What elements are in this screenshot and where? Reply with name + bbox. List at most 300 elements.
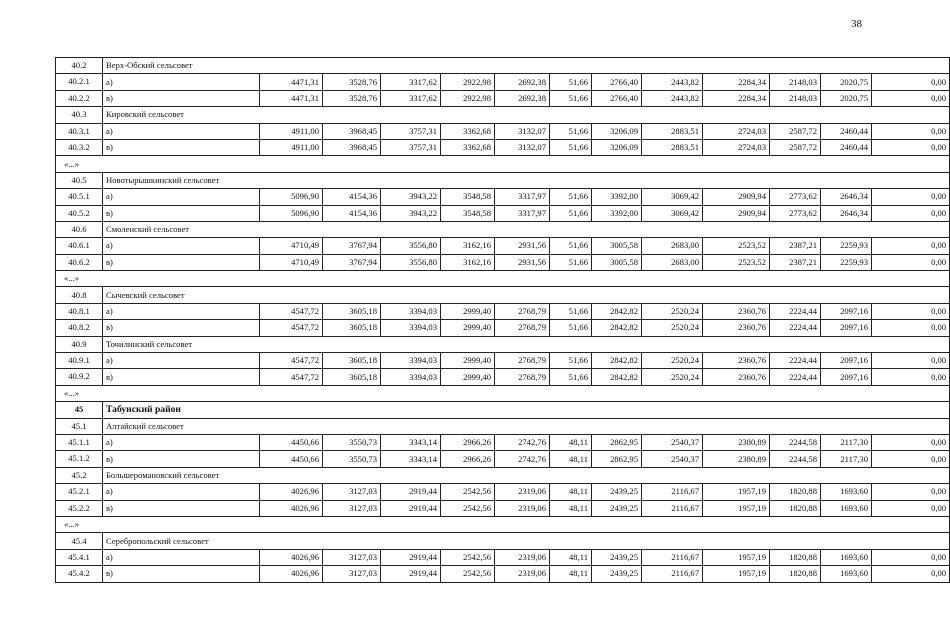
value-cell: 3767,94 bbox=[323, 238, 381, 254]
value-cell: 2931,56 bbox=[495, 238, 550, 254]
value-cell: 2773,62 bbox=[770, 205, 821, 221]
value-cell: 2380,89 bbox=[703, 434, 770, 450]
value-cell: 2542,56 bbox=[441, 500, 495, 516]
table-row bbox=[56, 549, 950, 565]
value-cell: 4547,72 bbox=[260, 369, 323, 385]
value-cell: 4911,00 bbox=[260, 139, 323, 155]
value-cell: 2919,44 bbox=[381, 500, 441, 516]
value-cell: 51,66 bbox=[550, 123, 592, 139]
value-cell: 3943,22 bbox=[381, 189, 441, 205]
value-cell: 0,00 bbox=[872, 451, 950, 467]
value-cell: 2587,72 bbox=[770, 139, 821, 155]
value-cell: 0,00 bbox=[872, 434, 950, 450]
value-cell: 2387,21 bbox=[770, 238, 821, 254]
value-cell: 2224,44 bbox=[770, 369, 821, 385]
value-cell: 3528,76 bbox=[323, 74, 381, 90]
value-cell: 2919,44 bbox=[381, 566, 441, 582]
value-cell: 0,00 bbox=[872, 484, 950, 500]
value-cell: 2919,44 bbox=[381, 484, 441, 500]
row-code: 45.2 bbox=[56, 467, 103, 483]
value-cell: 0,00 bbox=[872, 205, 950, 221]
value-cell: 3394,03 bbox=[381, 369, 441, 385]
row-code: 40.6 bbox=[56, 221, 103, 237]
row-code: 45.1.1 bbox=[56, 434, 103, 450]
value-cell: 3394,03 bbox=[381, 303, 441, 319]
table-row bbox=[56, 566, 950, 582]
value-cell: 3605,18 bbox=[323, 353, 381, 369]
value-cell: 2439,25 bbox=[592, 500, 642, 516]
value-cell: 3127,03 bbox=[323, 500, 381, 516]
value-cell: 0,00 bbox=[872, 238, 950, 254]
value-cell: 4026,96 bbox=[260, 549, 323, 565]
row-code: 40.2.1 bbox=[56, 74, 103, 90]
value-cell: 3127,03 bbox=[323, 484, 381, 500]
value-cell: 51,66 bbox=[550, 238, 592, 254]
value-cell: 4471,31 bbox=[260, 90, 323, 106]
row-code: 40.2 bbox=[56, 58, 103, 74]
table-row bbox=[56, 139, 950, 155]
value-cell: 2766,40 bbox=[592, 90, 642, 106]
value-cell: 1820,88 bbox=[770, 484, 821, 500]
table-row bbox=[56, 320, 950, 336]
value-cell: 3528,76 bbox=[323, 90, 381, 106]
section-row bbox=[56, 172, 950, 188]
value-cell: 2523,52 bbox=[703, 238, 770, 254]
row-subitem: в) bbox=[103, 451, 260, 467]
value-cell: 3392,00 bbox=[592, 205, 642, 221]
value-cell: 0,00 bbox=[872, 123, 950, 139]
value-cell: 51,66 bbox=[550, 353, 592, 369]
value-cell: 51,66 bbox=[550, 74, 592, 90]
value-cell: 0,00 bbox=[872, 303, 950, 319]
section-row bbox=[56, 287, 950, 303]
value-cell: 1820,88 bbox=[770, 549, 821, 565]
value-cell: 1820,88 bbox=[770, 566, 821, 582]
value-cell: 2259,93 bbox=[821, 238, 872, 254]
value-cell: 4710,49 bbox=[260, 254, 323, 270]
value-cell: 1693,60 bbox=[821, 549, 872, 565]
value-cell: 3548,58 bbox=[441, 189, 495, 205]
value-cell: 2540,37 bbox=[642, 434, 703, 450]
value-cell: 3605,18 bbox=[323, 369, 381, 385]
value-cell: 3206,09 bbox=[592, 139, 642, 155]
row-code: 45.1 bbox=[56, 418, 103, 434]
value-cell: 3394,03 bbox=[381, 353, 441, 369]
table-row bbox=[56, 353, 950, 369]
value-cell: 2116,67 bbox=[642, 484, 703, 500]
value-cell: 2883,51 bbox=[642, 139, 703, 155]
value-cell: 2646,34 bbox=[821, 205, 872, 221]
value-cell: 4547,72 bbox=[260, 353, 323, 369]
row-code: 45.4.2 bbox=[56, 566, 103, 582]
row-label: Серебропольский сельсовет bbox=[103, 533, 950, 549]
value-cell: 2117,30 bbox=[821, 434, 872, 450]
omission-mark: «...» bbox=[56, 385, 950, 401]
row-subitem: а) bbox=[103, 353, 260, 369]
value-cell: 2692,38 bbox=[495, 74, 550, 90]
value-cell: 2922,98 bbox=[441, 90, 495, 106]
row-label: Табунский район bbox=[103, 402, 950, 418]
value-cell: 2097,16 bbox=[821, 320, 872, 336]
row-subitem: в) bbox=[103, 566, 260, 582]
value-cell: 48,11 bbox=[550, 484, 592, 500]
section-row bbox=[56, 467, 950, 483]
value-cell: 3317,97 bbox=[495, 205, 550, 221]
row-subitem: а) bbox=[103, 238, 260, 254]
value-cell: 4547,72 bbox=[260, 303, 323, 319]
value-cell: 2520,24 bbox=[642, 369, 703, 385]
row-code: 40.9.2 bbox=[56, 369, 103, 385]
row-label: Большеромановский сельсовет bbox=[103, 467, 950, 483]
row-subitem: в) bbox=[103, 500, 260, 516]
row-code: 40.2.2 bbox=[56, 90, 103, 106]
value-cell: 5096,90 bbox=[260, 205, 323, 221]
value-cell: 3005,58 bbox=[592, 238, 642, 254]
value-cell: 3127,03 bbox=[323, 549, 381, 565]
value-cell: 0,00 bbox=[872, 566, 950, 582]
value-cell: 2540,37 bbox=[642, 451, 703, 467]
value-cell: 3132,07 bbox=[495, 123, 550, 139]
value-cell: 2683,00 bbox=[642, 254, 703, 270]
value-cell: 3162,16 bbox=[441, 254, 495, 270]
row-code: 45.4.1 bbox=[56, 549, 103, 565]
value-cell: 3362,68 bbox=[441, 139, 495, 155]
value-cell: 51,66 bbox=[550, 90, 592, 106]
value-cell: 2773,62 bbox=[770, 189, 821, 205]
row-code: 40.3 bbox=[56, 107, 103, 123]
value-cell: 3394,03 bbox=[381, 320, 441, 336]
row-subitem: в) bbox=[103, 254, 260, 270]
value-cell: 3757,31 bbox=[381, 139, 441, 155]
value-cell: 2259,93 bbox=[821, 254, 872, 270]
value-cell: 4710,49 bbox=[260, 238, 323, 254]
value-cell: 5096,90 bbox=[260, 189, 323, 205]
section-row bbox=[56, 533, 950, 549]
value-cell: 2224,44 bbox=[770, 303, 821, 319]
row-code: 40.8.1 bbox=[56, 303, 103, 319]
value-cell: 2692,38 bbox=[495, 90, 550, 106]
row-subitem: а) bbox=[103, 549, 260, 565]
section-row bbox=[56, 58, 950, 74]
value-cell: 2020,75 bbox=[821, 90, 872, 106]
table-row bbox=[56, 303, 950, 319]
row-subitem: в) bbox=[103, 90, 260, 106]
value-cell: 51,66 bbox=[550, 254, 592, 270]
row-code: 45.2.1 bbox=[56, 484, 103, 500]
value-cell: 2919,44 bbox=[381, 549, 441, 565]
value-cell: 2284,34 bbox=[703, 74, 770, 90]
value-cell: 51,66 bbox=[550, 369, 592, 385]
value-cell: 4154,36 bbox=[323, 205, 381, 221]
value-cell: 3968,45 bbox=[323, 139, 381, 155]
value-cell: 51,66 bbox=[550, 303, 592, 319]
value-cell: 2931,56 bbox=[495, 254, 550, 270]
table-row bbox=[56, 74, 950, 90]
value-cell: 1957,19 bbox=[703, 549, 770, 565]
row-code: 40.5 bbox=[56, 172, 103, 188]
row-subitem: в) bbox=[103, 205, 260, 221]
value-cell: 3968,45 bbox=[323, 123, 381, 139]
table-row bbox=[56, 369, 950, 385]
row-code: 40.6.2 bbox=[56, 254, 103, 270]
value-cell: 2319,06 bbox=[495, 500, 550, 516]
value-cell: 2862,95 bbox=[592, 434, 642, 450]
value-cell: 48,11 bbox=[550, 566, 592, 582]
row-code: 45.4 bbox=[56, 533, 103, 549]
value-cell: 2116,67 bbox=[642, 549, 703, 565]
value-cell: 2542,56 bbox=[441, 549, 495, 565]
table-row bbox=[56, 123, 950, 139]
value-cell: 3392,00 bbox=[592, 189, 642, 205]
value-cell: 2460,44 bbox=[821, 139, 872, 155]
table-row bbox=[56, 205, 950, 221]
value-cell: 1957,19 bbox=[703, 566, 770, 582]
value-cell: 51,66 bbox=[550, 189, 592, 205]
value-cell: 51,66 bbox=[550, 139, 592, 155]
value-cell: 2387,21 bbox=[770, 254, 821, 270]
value-cell: 1957,19 bbox=[703, 484, 770, 500]
table-row bbox=[56, 238, 950, 254]
value-cell: 3550,73 bbox=[323, 434, 381, 450]
value-cell: 2542,56 bbox=[441, 484, 495, 500]
value-cell: 2097,16 bbox=[821, 369, 872, 385]
row-subitem: а) bbox=[103, 303, 260, 319]
value-cell: 3317,62 bbox=[381, 74, 441, 90]
table-row bbox=[56, 254, 950, 270]
row-subitem: в) bbox=[103, 369, 260, 385]
value-cell: 4471,31 bbox=[260, 74, 323, 90]
value-cell: 2020,75 bbox=[821, 74, 872, 90]
value-cell: 2909,94 bbox=[703, 205, 770, 221]
value-cell: 2842,82 bbox=[592, 303, 642, 319]
value-cell: 48,11 bbox=[550, 549, 592, 565]
value-cell: 2360,76 bbox=[703, 303, 770, 319]
value-cell: 3162,16 bbox=[441, 238, 495, 254]
value-cell: 2766,40 bbox=[592, 74, 642, 90]
table-row bbox=[56, 500, 950, 516]
value-cell: 2224,44 bbox=[770, 353, 821, 369]
table-row bbox=[56, 451, 950, 467]
value-cell: 1693,60 bbox=[821, 500, 872, 516]
value-cell: 2244,58 bbox=[770, 434, 821, 450]
value-cell: 3757,31 bbox=[381, 123, 441, 139]
value-cell: 3317,97 bbox=[495, 189, 550, 205]
row-label: Кировский сельсовет bbox=[103, 107, 950, 123]
row-subitem: а) bbox=[103, 434, 260, 450]
value-cell: 0,00 bbox=[872, 139, 950, 155]
value-cell: 2439,25 bbox=[592, 484, 642, 500]
value-cell: 2768,79 bbox=[495, 303, 550, 319]
value-cell: 2742,76 bbox=[495, 451, 550, 467]
value-cell: 51,66 bbox=[550, 205, 592, 221]
value-cell: 3556,80 bbox=[381, 238, 441, 254]
value-cell: 0,00 bbox=[872, 90, 950, 106]
value-cell: 2999,40 bbox=[441, 320, 495, 336]
row-code: 40.3.2 bbox=[56, 139, 103, 155]
row-label: Смоленский сельсовет bbox=[103, 221, 950, 237]
row-subitem: в) bbox=[103, 139, 260, 155]
value-cell: 2724,03 bbox=[703, 123, 770, 139]
value-cell: 3069,42 bbox=[642, 189, 703, 205]
row-code: 45 bbox=[56, 402, 103, 418]
value-cell: 3548,58 bbox=[441, 205, 495, 221]
value-cell: 2842,82 bbox=[592, 353, 642, 369]
value-cell: 4450,66 bbox=[260, 451, 323, 467]
value-cell: 2768,79 bbox=[495, 353, 550, 369]
value-cell: 3343,14 bbox=[381, 451, 441, 467]
row-code: 40.6.1 bbox=[56, 238, 103, 254]
value-cell: 0,00 bbox=[872, 74, 950, 90]
omission-mark: «...» bbox=[56, 516, 950, 532]
value-cell: 1693,60 bbox=[821, 484, 872, 500]
value-cell: 2443,82 bbox=[642, 74, 703, 90]
value-cell: 2587,72 bbox=[770, 123, 821, 139]
value-cell: 2768,79 bbox=[495, 320, 550, 336]
row-subitem: а) bbox=[103, 189, 260, 205]
section-row bbox=[56, 418, 950, 434]
row-label: Новотырышкинский сельсовет bbox=[103, 172, 950, 188]
value-cell: 0,00 bbox=[872, 254, 950, 270]
row-code: 40.9 bbox=[56, 336, 103, 352]
value-cell: 4154,36 bbox=[323, 189, 381, 205]
section-row bbox=[56, 336, 950, 352]
value-cell: 0,00 bbox=[872, 320, 950, 336]
ellipsis-row bbox=[56, 271, 950, 287]
value-cell: 4450,66 bbox=[260, 434, 323, 450]
table-body bbox=[56, 58, 950, 583]
value-cell: 2148,03 bbox=[770, 74, 821, 90]
value-cell: 2319,06 bbox=[495, 549, 550, 565]
value-cell: 2360,76 bbox=[703, 353, 770, 369]
value-cell: 2439,25 bbox=[592, 566, 642, 582]
value-cell: 2319,06 bbox=[495, 484, 550, 500]
value-cell: 3127,03 bbox=[323, 566, 381, 582]
value-cell: 3132,07 bbox=[495, 139, 550, 155]
value-cell: 2520,24 bbox=[642, 353, 703, 369]
row-code: 40.5.2 bbox=[56, 205, 103, 221]
row-subitem: а) bbox=[103, 74, 260, 90]
table-row bbox=[56, 189, 950, 205]
value-cell: 2116,67 bbox=[642, 500, 703, 516]
page-number: 38 bbox=[851, 18, 862, 30]
value-cell: 2360,76 bbox=[703, 369, 770, 385]
value-cell: 4911,00 bbox=[260, 123, 323, 139]
value-cell: 2443,82 bbox=[642, 90, 703, 106]
row-label: Верх-Обский сельсовет bbox=[103, 58, 950, 74]
value-cell: 2360,76 bbox=[703, 320, 770, 336]
value-cell: 48,11 bbox=[550, 451, 592, 467]
value-cell: 2319,06 bbox=[495, 566, 550, 582]
table-row bbox=[56, 434, 950, 450]
row-subitem: а) bbox=[103, 123, 260, 139]
value-cell: 2224,44 bbox=[770, 320, 821, 336]
value-cell: 2284,34 bbox=[703, 90, 770, 106]
value-cell: 3362,68 bbox=[441, 123, 495, 139]
table-row bbox=[56, 484, 950, 500]
value-cell: 3343,14 bbox=[381, 434, 441, 450]
value-cell: 3605,18 bbox=[323, 320, 381, 336]
row-code: 40.8 bbox=[56, 287, 103, 303]
omission-mark: «...» bbox=[56, 156, 950, 172]
value-cell: 2520,24 bbox=[642, 303, 703, 319]
value-cell: 1693,60 bbox=[821, 566, 872, 582]
row-label: Сычевский сельсовет bbox=[103, 287, 950, 303]
value-cell: 3206,09 bbox=[592, 123, 642, 139]
value-cell: 51,66 bbox=[550, 320, 592, 336]
row-code: 40.5.1 bbox=[56, 189, 103, 205]
value-cell: 1957,19 bbox=[703, 500, 770, 516]
value-cell: 1820,88 bbox=[770, 500, 821, 516]
section-row bbox=[56, 107, 950, 123]
value-cell: 2116,67 bbox=[642, 566, 703, 582]
value-cell: 4026,96 bbox=[260, 566, 323, 582]
value-cell: 2966,26 bbox=[441, 434, 495, 450]
row-code: 40.9.1 bbox=[56, 353, 103, 369]
value-cell: 2768,79 bbox=[495, 369, 550, 385]
table-row bbox=[56, 90, 950, 106]
value-cell: 2646,34 bbox=[821, 189, 872, 205]
value-cell: 0,00 bbox=[872, 353, 950, 369]
value-cell: 4026,96 bbox=[260, 484, 323, 500]
value-cell: 2999,40 bbox=[441, 369, 495, 385]
value-cell: 2862,95 bbox=[592, 451, 642, 467]
value-cell: 2380,89 bbox=[703, 451, 770, 467]
value-cell: 2842,82 bbox=[592, 320, 642, 336]
value-cell: 3943,22 bbox=[381, 205, 441, 221]
value-cell: 2439,25 bbox=[592, 549, 642, 565]
value-cell: 0,00 bbox=[872, 369, 950, 385]
value-cell: 2883,51 bbox=[642, 123, 703, 139]
value-cell: 2724,03 bbox=[703, 139, 770, 155]
value-cell: 2999,40 bbox=[441, 303, 495, 319]
value-cell: 2523,52 bbox=[703, 254, 770, 270]
value-cell: 2460,44 bbox=[821, 123, 872, 139]
value-cell: 3556,80 bbox=[381, 254, 441, 270]
district-row bbox=[56, 402, 950, 418]
value-cell: 2742,76 bbox=[495, 434, 550, 450]
value-cell: 2097,16 bbox=[821, 303, 872, 319]
row-code: 40.3.1 bbox=[56, 123, 103, 139]
value-cell: 2842,82 bbox=[592, 369, 642, 385]
value-cell: 0,00 bbox=[872, 549, 950, 565]
value-cell: 48,11 bbox=[550, 434, 592, 450]
tariff-table bbox=[55, 57, 950, 583]
value-cell: 2999,40 bbox=[441, 353, 495, 369]
row-code: 45.1.2 bbox=[56, 451, 103, 467]
value-cell: 0,00 bbox=[872, 189, 950, 205]
row-subitem: а) bbox=[103, 484, 260, 500]
row-subitem: в) bbox=[103, 320, 260, 336]
value-cell: 0,00 bbox=[872, 500, 950, 516]
row-label: Точилинский сельсовет bbox=[103, 336, 950, 352]
value-cell: 2683,00 bbox=[642, 238, 703, 254]
row-code: 40.8.2 bbox=[56, 320, 103, 336]
value-cell: 4547,72 bbox=[260, 320, 323, 336]
value-cell: 2922,98 bbox=[441, 74, 495, 90]
value-cell: 2520,24 bbox=[642, 320, 703, 336]
value-cell: 3605,18 bbox=[323, 303, 381, 319]
value-cell: 2097,16 bbox=[821, 353, 872, 369]
value-cell: 3550,73 bbox=[323, 451, 381, 467]
value-cell: 2117,30 bbox=[821, 451, 872, 467]
section-row bbox=[56, 221, 950, 237]
value-cell: 2909,94 bbox=[703, 189, 770, 205]
value-cell: 2148,03 bbox=[770, 90, 821, 106]
row-label: Алтайский сельсовет bbox=[103, 418, 950, 434]
ellipsis-row bbox=[56, 516, 950, 532]
value-cell: 2966,26 bbox=[441, 451, 495, 467]
value-cell: 48,11 bbox=[550, 500, 592, 516]
